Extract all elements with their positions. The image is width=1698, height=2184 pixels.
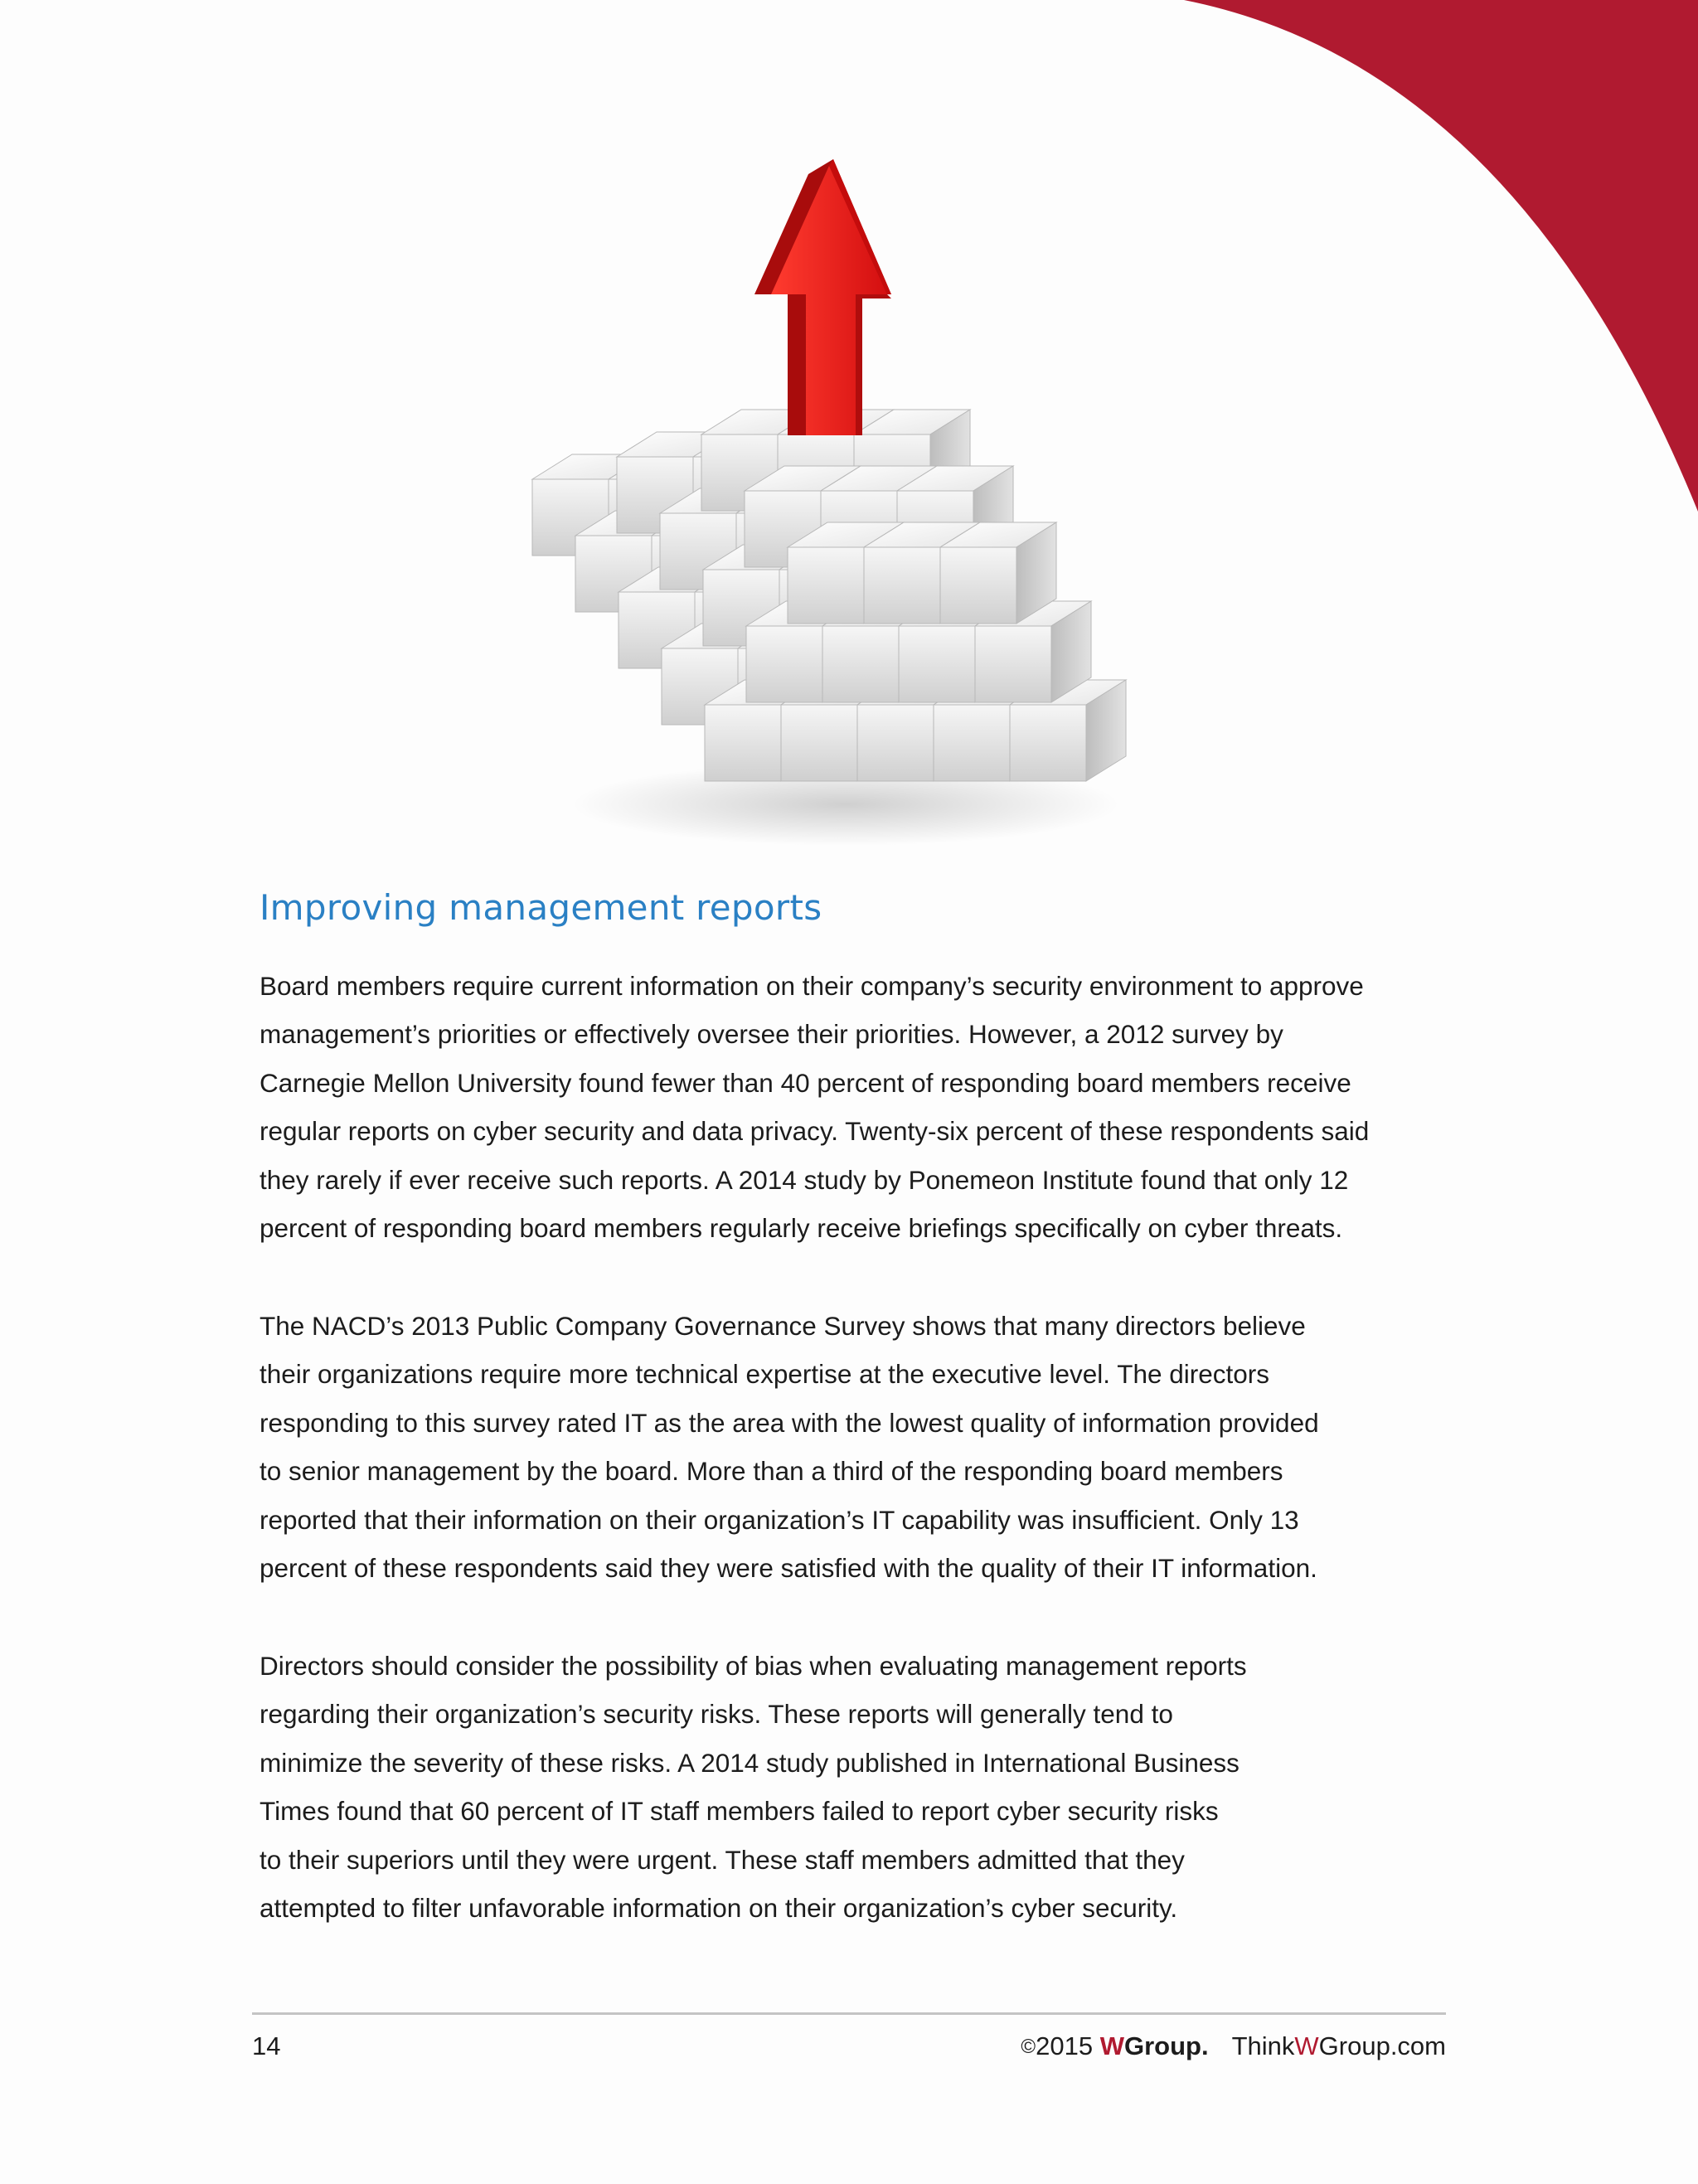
- brand-w: W: [1099, 2031, 1124, 2060]
- paragraph-3: [260, 1642, 1247, 1932]
- paragraph-line: management’s priorities or effectively oversee their priorities. However, a 2012 survey by: [260, 1019, 1283, 1050]
- page-number: 14: [252, 2031, 281, 2060]
- footer-divider: [252, 2012, 1446, 2015]
- paragraph-line: responding to this survey rated IT as the area with the lowest quality of information provided: [260, 1407, 1319, 1438]
- copyright-symbol: ©: [1021, 2036, 1036, 2058]
- paragraph-line: Board members require current information on their company’s security environment to approve: [260, 971, 1364, 1001]
- paragraph-line: attempted to filter unfavorable information on their organization’s cyber security.: [260, 1893, 1178, 1924]
- website-prefix: Think: [1231, 2031, 1295, 2060]
- paragraph-line: percent of these respondents said they were satisfied with the quality of their IT information.: [260, 1553, 1317, 1584]
- paragraph-line: Times found that 60 percent of IT staff members failed to report cyber security risks: [260, 1796, 1219, 1827]
- footer-credit: [1021, 2031, 1446, 2061]
- paragraph-line: minimize the severity of these risks. A 2014 study published in International Business: [260, 1747, 1240, 1778]
- pyramid-arrow-icon: [497, 141, 1144, 854]
- website-w: W: [1294, 2031, 1319, 2060]
- paragraph-line: percent of responding board members regularly receive briefings specifically on cyber threats.: [260, 1213, 1343, 1244]
- section-heading: Improving management reports: [260, 887, 822, 928]
- paragraph-line: they rarely if ever receive such reports. A 2014 study by Ponemeon Institute found that only 12: [260, 1164, 1349, 1195]
- paragraph-line: regular reports on cyber security and data privacy. Twenty-six percent of these respondents said: [260, 1116, 1370, 1147]
- paragraph-1: [260, 962, 1369, 1252]
- paragraph-line: reported that their information on their organization’s IT capability was insufficient. Only 13: [260, 1504, 1299, 1535]
- website-suffix: Group.com: [1318, 2031, 1446, 2060]
- paragraph-line: The NACD’s 2013 Public Company Governance Survey shows that many directors believe: [260, 1311, 1306, 1341]
- paragraph-line: their organizations require more technical expertise at the executive level. The directors: [260, 1359, 1270, 1390]
- website-link[interactable]: [1232, 2031, 1446, 2060]
- paragraph-line: regarding their organization’s security risks. These reports will generally tend to: [260, 1699, 1173, 1730]
- copyright-year: 2015: [1036, 2031, 1094, 2060]
- paragraph-line: Carnegie Mellon University found fewer than 40 percent of responding board members receive: [260, 1067, 1351, 1098]
- paragraph-line: to senior management by the board. More than a third of the responding board members: [260, 1456, 1283, 1487]
- paragraph-line: to their superiors until they were urgent. These staff members admitted that they: [260, 1844, 1185, 1875]
- paragraph-2: [260, 1302, 1319, 1592]
- paragraph-line: Directors should consider the possibility of bias when evaluating management reports: [260, 1651, 1247, 1681]
- brand-name: Group.: [1123, 2031, 1209, 2060]
